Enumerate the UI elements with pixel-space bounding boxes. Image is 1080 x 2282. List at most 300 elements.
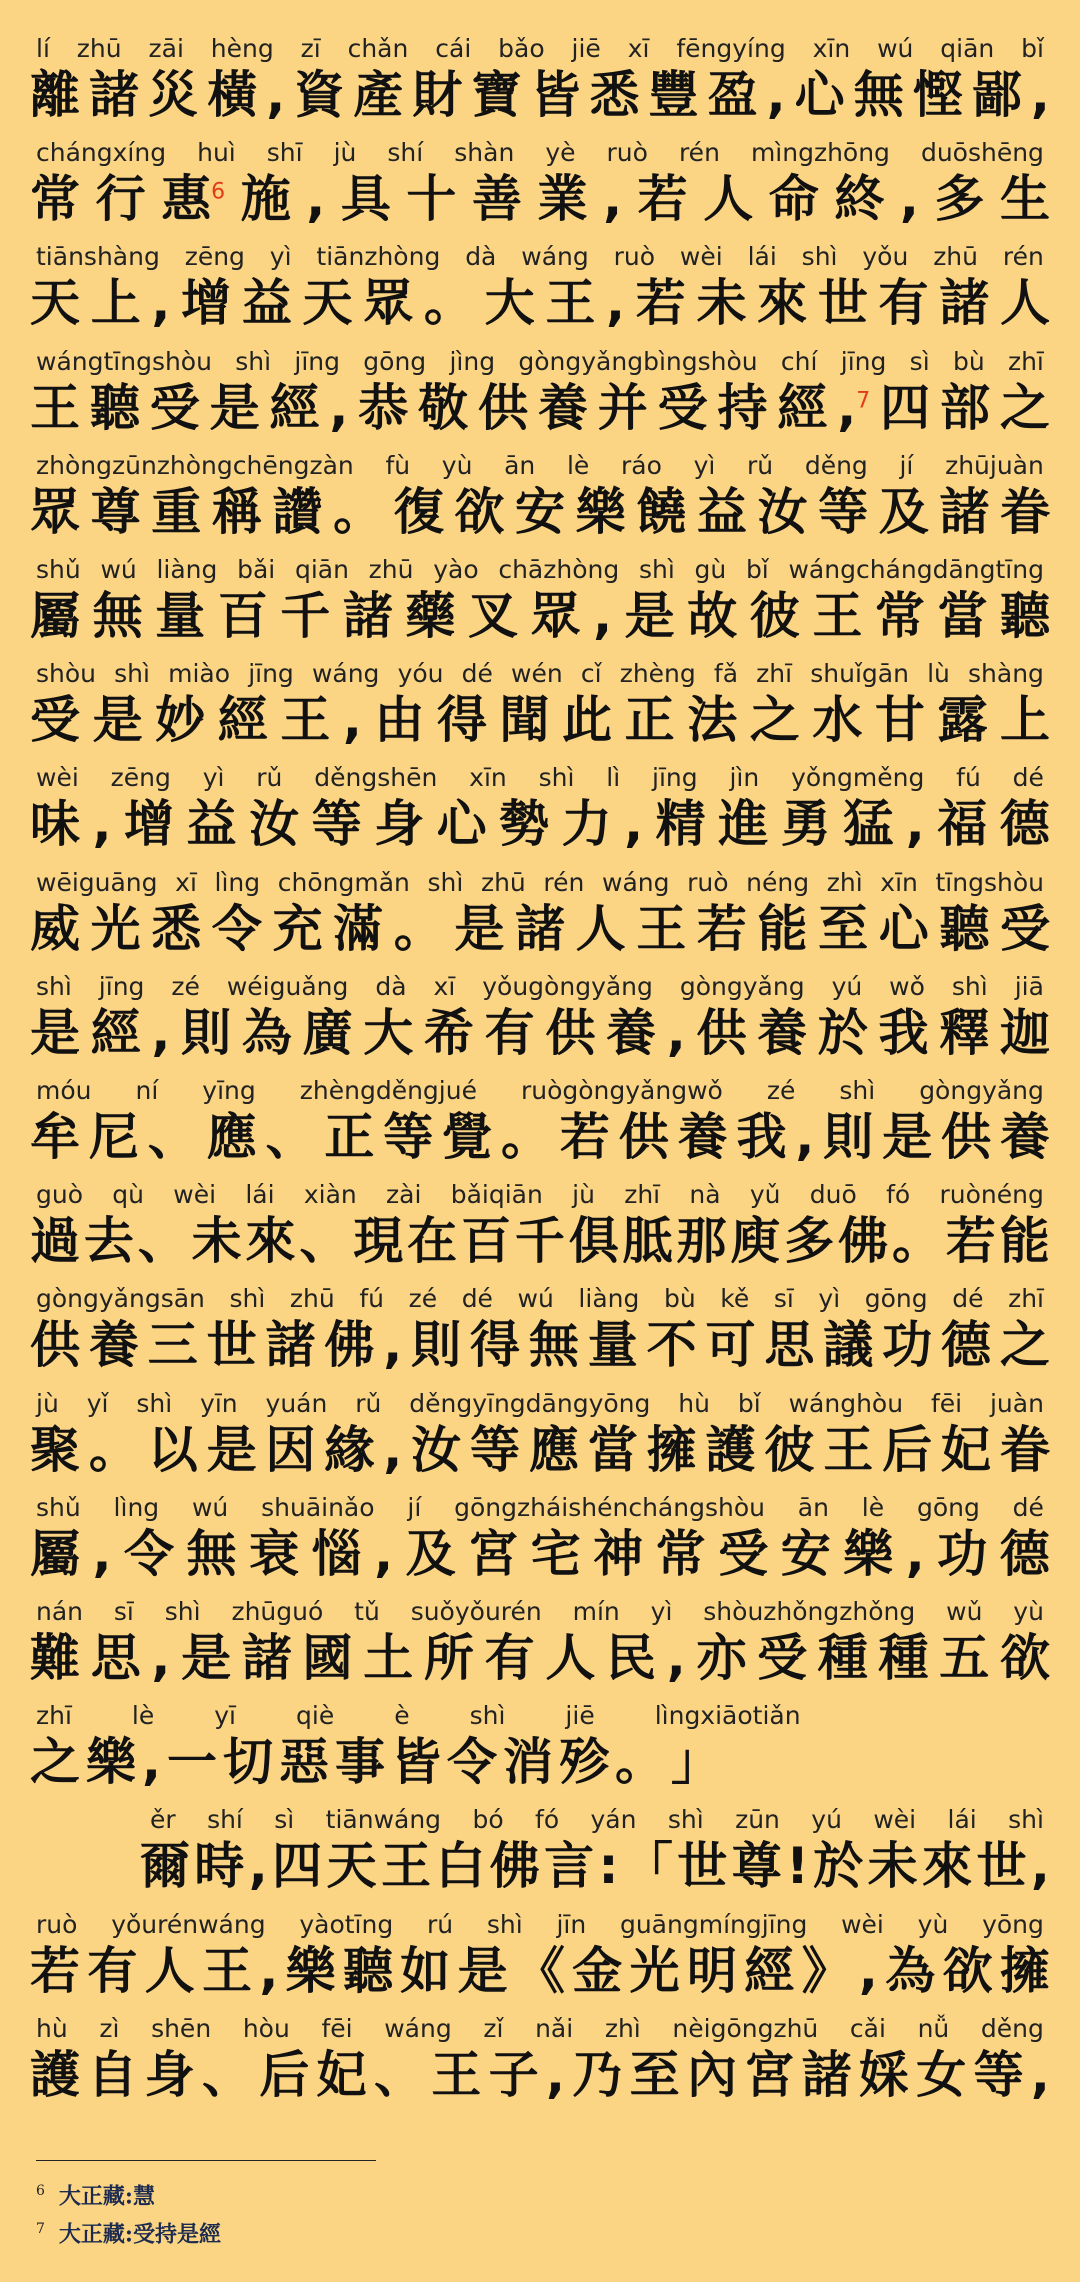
hanzi-char: , <box>606 274 626 333</box>
verse-line <box>0 649 1080 753</box>
hanzi-char: 一 <box>167 1733 223 1792</box>
pinyin-syllable: rǔ <box>747 450 774 480</box>
hanzi-char: 屬 <box>30 1524 80 1583</box>
pinyin-syllable: xiàn <box>303 1180 357 1210</box>
hanzi-char: 后 <box>259 2045 310 2104</box>
hanzi-char: 婇 <box>858 2045 909 2104</box>
hanzi-char: , <box>374 1524 394 1583</box>
hanzi-char: 神 <box>593 1524 644 1583</box>
hanzi-char: 經 <box>217 691 268 750</box>
footnote-number: 7 <box>36 2221 45 2237</box>
pinyin-syllable: wèi <box>679 242 723 272</box>
hanzi-char: 豐 <box>648 66 699 124</box>
pinyin-syllable: shǔ <box>36 1492 81 1522</box>
hanzi-char: 等 <box>383 1108 434 1166</box>
hanzi-char: 、 <box>373 2045 424 2104</box>
pinyin-syllable: gòngyǎngbìngshòu <box>518 346 758 376</box>
hanzi-char: 經 <box>269 378 320 437</box>
hanzi-char: 子 <box>488 2045 539 2104</box>
hanzi-char: 。 <box>393 899 444 958</box>
hanzi-char: , <box>666 1003 686 1062</box>
hanzi-char: 大 <box>484 274 535 333</box>
pinyin-syllable: wú <box>877 34 914 63</box>
pinyin-line <box>36 128 1044 168</box>
pinyin-syllable: zhī <box>36 1701 72 1731</box>
pinyin-syllable: shì <box>427 867 464 897</box>
hanzi-char: 聽 <box>89 378 140 437</box>
hanzi-char: 若 <box>637 170 688 229</box>
hanzi-char: 諸 <box>939 274 990 333</box>
pinyin-syllable: jīng <box>294 346 340 376</box>
hanzi-char: 、 <box>147 1108 198 1166</box>
pinyin-syllable: dà <box>465 242 497 272</box>
pinyin-syllable: hù <box>678 1388 710 1418</box>
hanzi-line <box>30 585 1050 647</box>
pinyin-syllable: dé <box>952 1284 984 1314</box>
pinyin-syllable: nǚ <box>917 2013 950 2043</box>
pinyin-syllable: néng <box>746 867 810 897</box>
pinyin-syllable: ruò <box>687 867 729 897</box>
hanzi-char: 益 <box>241 274 292 333</box>
pinyin-syllable: zhī <box>1007 346 1044 376</box>
pinyin-syllable: yì <box>818 1284 841 1314</box>
pinyin-syllable: yè <box>545 138 576 168</box>
hanzi-char: 能 <box>999 1212 1050 1271</box>
pinyin-syllable: gòngyǎngsān <box>36 1284 205 1314</box>
pinyin-syllable: lù <box>927 659 950 689</box>
pinyin-syllable: xīn <box>880 867 918 897</box>
hanzi-line <box>30 481 1050 543</box>
pinyin-syllable: zài <box>386 1180 422 1210</box>
hanzi-char: 切 <box>223 1733 279 1792</box>
hanzi-char: 及 <box>405 1524 456 1583</box>
pinyin-syllable: yōng <box>982 1909 1044 1939</box>
hanzi-char: 常 <box>30 170 80 229</box>
hanzi-char: 受 <box>757 1629 808 1687</box>
hanzi-char: 來 <box>245 1212 296 1271</box>
pinyin-syllable: guāngmíngjīng <box>619 1909 808 1939</box>
hanzi-char: 、 <box>201 2045 252 2104</box>
hanzi-char: 、 <box>299 1212 350 1271</box>
hanzi-char: 悉 <box>589 66 640 124</box>
pinyin-syllable: mín <box>572 1597 620 1626</box>
pinyin-syllable: zhèng <box>619 659 696 689</box>
hanzi-char: 」 <box>671 1733 727 1792</box>
hanzi-char: 安 <box>780 1524 831 1583</box>
hanzi-char: 所 <box>423 1629 474 1687</box>
hanzi-char: 迦 <box>999 1003 1050 1062</box>
pinyin-syllable: fó <box>535 1805 560 1835</box>
hanzi-char: 量 <box>587 1316 638 1375</box>
pinyin-syllable: zāi <box>148 34 184 63</box>
hanzi-char: 宅 <box>530 1524 581 1583</box>
hanzi-char: 聽 <box>1000 587 1050 645</box>
pinyin-syllable: zé <box>766 1076 796 1105</box>
pinyin-syllable: zhī <box>756 659 793 689</box>
pinyin-syllable: tiānwáng <box>325 1805 442 1835</box>
pinyin-syllable: shǔ <box>36 555 81 584</box>
pinyin-syllable: lìng <box>214 867 261 897</box>
hanzi-char: 世 <box>976 1837 1027 1896</box>
hanzi-line <box>30 1314 1050 1376</box>
pinyin-syllable: zēng <box>184 242 245 272</box>
pinyin-syllable: wáng <box>521 242 589 272</box>
pinyin-syllable: shì <box>839 1076 876 1105</box>
pinyin-line <box>36 858 1044 898</box>
pinyin-syllable: nǎi <box>535 2013 574 2043</box>
hanzi-char: 有 <box>484 1003 535 1062</box>
pinyin-syllable: rú <box>426 1909 454 1939</box>
pinyin-syllable: fēi <box>930 1388 963 1418</box>
hanzi-char: , <box>1030 66 1050 124</box>
hanzi-char: 無 <box>186 1524 237 1583</box>
hanzi-char: 量 <box>155 587 206 645</box>
hanzi-char: 王 <box>280 691 331 750</box>
hanzi-char: 諸 <box>89 66 140 124</box>
pinyin-syllable: chōngmǎn <box>277 867 410 897</box>
hanzi-char: 財 <box>412 66 463 124</box>
hanzi-char: 經 <box>744 1941 795 2000</box>
hanzi-char: 持 <box>717 378 768 437</box>
hanzi-char: 千 <box>280 587 331 645</box>
hanzi-char: 欲 <box>999 1629 1050 1687</box>
hanzi-char: 聞 <box>499 691 550 750</box>
pinyin-syllable: nán <box>36 1597 84 1626</box>
hanzi-char: 千 <box>514 1212 565 1271</box>
hanzi-char: 世 <box>677 1837 728 1896</box>
pinyin-line <box>36 232 1044 272</box>
pinyin-syllable: shuǐgān <box>810 659 909 689</box>
hanzi-char: 當 <box>587 1420 638 1479</box>
hanzi-char: 尊 <box>731 1837 782 1896</box>
hanzi-char: ,$^7$ <box>837 378 871 437</box>
hanzi-char: 等 <box>973 2045 1024 2104</box>
hanzi-char: , <box>795 1108 815 1166</box>
hanzi-char: 諸 <box>241 1629 292 1687</box>
pinyin-syllable: yǒu <box>862 242 909 272</box>
pinyin-syllable: rén <box>543 867 585 897</box>
verse-line <box>0 753 1080 857</box>
footnote-marker: 6 <box>211 179 226 205</box>
hanzi-char: 皆 <box>530 66 581 124</box>
hanzi-line <box>30 272 1050 334</box>
hanzi-char: 眷 <box>999 1420 1050 1479</box>
hanzi-char: 於 <box>813 1837 864 1896</box>
pinyin-syllable: wèi <box>173 1180 217 1210</box>
hanzi-char: 希 <box>423 1003 474 1062</box>
hanzi-char: 應 <box>206 1108 257 1166</box>
pinyin-syllable: yù <box>917 1909 949 1939</box>
verse-line <box>0 128 1080 232</box>
hanzi-char: 令 <box>211 899 262 958</box>
hanzi-char: 進 <box>718 795 769 854</box>
verse-line <box>0 1587 1080 1691</box>
pinyin-syllable: yǒngměng <box>791 763 925 793</box>
hanzi-char: 乃 <box>572 2045 623 2104</box>
hanzi-char: 彼 <box>749 587 800 645</box>
hanzi-char: 百 <box>217 587 268 645</box>
hanzi-char: 天 <box>302 274 353 333</box>
hanzi-char: 消 <box>503 1733 559 1792</box>
pinyin-syllable: děng <box>804 450 868 480</box>
hanzi-char: 以 <box>147 1420 198 1479</box>
pinyin-syllable: shì <box>951 971 988 1001</box>
hanzi-char: 欲 <box>454 482 505 541</box>
pinyin-syllable: bǎi <box>237 555 276 584</box>
pinyin-syllable: yào <box>433 555 479 584</box>
hanzi-char: 。 <box>88 1420 139 1479</box>
hanzi-char: 上 <box>1000 691 1050 750</box>
pinyin-syllable: fú <box>956 763 981 793</box>
hanzi-char: 若 <box>559 1108 610 1166</box>
hanzi-char: 覺 <box>442 1108 493 1166</box>
pinyin-syllable: wéiguǎng <box>226 971 349 1001</box>
pinyin-syllable: ráo <box>620 450 662 480</box>
hanzi-char: 種 <box>817 1629 868 1687</box>
hanzi-char: 慳 <box>912 66 963 124</box>
pinyin-syllable: huì <box>197 138 236 168</box>
hanzi-char: 后 <box>882 1420 933 1479</box>
hanzi-char: 眷 <box>1000 482 1050 541</box>
footnote-text: 大正藏:受持是經 <box>58 2221 222 2248</box>
hanzi-char: 王 <box>823 1420 874 1479</box>
pinyin-syllable: shì <box>469 1701 506 1731</box>
hanzi-char: , <box>383 1420 403 1479</box>
hanzi-char: 受 <box>30 691 80 750</box>
pinyin-syllable: rén <box>678 138 720 168</box>
hanzi-char: 、 <box>137 1212 188 1271</box>
hanzi-char: 此 <box>562 691 613 750</box>
hanzi-line <box>30 1627 1050 1689</box>
hanzi-char: 得 <box>436 691 487 750</box>
pinyin-syllable: bǎiqiān <box>450 1180 543 1210</box>
hanzi-char: 增 <box>181 274 232 333</box>
verse-line <box>0 1483 1080 1587</box>
pinyin-syllable: gòngyǎng <box>919 1076 1044 1105</box>
hanzi-char: 之 <box>999 1316 1050 1375</box>
hanzi-char: 緣 <box>324 1420 375 1479</box>
hanzi-char: 鄙 <box>971 66 1022 124</box>
pinyin-syllable: cái <box>435 34 472 63</box>
pinyin-syllable: wáng <box>384 2013 452 2043</box>
hanzi-char: 諸 <box>801 2045 852 2104</box>
hanzi-char: 土 <box>363 1629 414 1687</box>
pinyin-syllable: fù <box>385 450 411 480</box>
hanzi-char: 應 <box>528 1420 579 1479</box>
hanzi-char: 因 <box>265 1420 316 1479</box>
hanzi-char: 供 <box>696 1003 747 1062</box>
hanzi-char: , <box>342 691 362 750</box>
hanzi-char: 世 <box>817 274 868 333</box>
hanzi-char: 等 <box>311 795 362 854</box>
hanzi-char: 至 <box>818 899 869 958</box>
hanzi-char: 之 <box>999 378 1050 437</box>
hanzi-line <box>30 1002 1050 1064</box>
hanzi-char: 是 <box>209 378 260 437</box>
hanzi-char: , <box>259 1941 279 2000</box>
hanzi-line <box>30 64 1050 126</box>
hanzi-char: 佛 <box>489 1837 540 1896</box>
pinyin-syllable: dé <box>461 659 493 689</box>
pinyin-syllable: tiānshàng <box>36 242 160 272</box>
pinyin-syllable: liàng <box>578 1284 640 1314</box>
verse-line <box>0 1379 1080 1483</box>
pinyin-syllable: jí <box>899 450 914 480</box>
pinyin-syllable: yú <box>831 971 863 1001</box>
hanzi-char: 生 <box>1000 170 1050 229</box>
pinyin-syllable: dé <box>461 1284 493 1314</box>
pinyin-syllable: jiā <box>1014 971 1044 1001</box>
pinyin-syllable: jí <box>407 1492 422 1522</box>
pinyin-syllable: xī <box>627 34 650 63</box>
hanzi-char: 金 <box>572 1941 623 2000</box>
hanzi-char: 王 <box>431 2045 482 2104</box>
hanzi-char: 在 <box>407 1212 458 1271</box>
hanzi-char: 心 <box>878 899 929 958</box>
hanzi-char: 養 <box>999 1108 1050 1166</box>
hanzi-char: 樂 <box>86 1733 142 1792</box>
pinyin-syllable: gōngzháishénchángshòu <box>454 1492 765 1522</box>
pinyin-syllable: yù <box>441 450 473 480</box>
hanzi-line <box>30 1731 1050 1793</box>
hanzi-char: 供 <box>478 378 528 437</box>
hanzi-char: 是 <box>30 1003 80 1062</box>
hanzi-char: 來 <box>757 274 808 333</box>
pinyin-syllable: bù <box>663 1284 696 1314</box>
pinyin-syllable: miào <box>168 659 231 689</box>
hanzi-char: 力 <box>561 795 612 854</box>
pinyin-syllable: yī <box>214 1701 236 1731</box>
pinyin-syllable: jù <box>333 138 357 168</box>
pinyin-syllable: yóu <box>397 659 444 689</box>
hanzi-char: 宮 <box>468 1524 519 1583</box>
pinyin-line <box>36 1274 1044 1314</box>
pinyin-syllable: jù <box>572 1180 595 1210</box>
hanzi-char: , <box>666 1629 686 1687</box>
pinyin-syllable: bó <box>472 1805 504 1835</box>
hanzi-char: 并 <box>597 378 648 437</box>
hanzi-line <box>30 1210 1050 1272</box>
pinyin-syllable: kě <box>720 1284 750 1314</box>
hanzi-char: 經 <box>777 378 828 437</box>
pinyin-syllable: gōng <box>864 1284 928 1314</box>
hanzi-char: 若 <box>696 899 747 958</box>
pinyin-syllable: zhì <box>604 2013 641 2043</box>
pinyin-syllable: lè <box>566 450 590 480</box>
pinyin-syllable: shì <box>667 1805 704 1835</box>
pinyin-syllable: jīng <box>652 763 698 793</box>
hanzi-char: 宮 <box>744 2045 795 2104</box>
hanzi-char: 增 <box>124 795 175 854</box>
hanzi-char: 法 <box>687 691 738 750</box>
pinyin-syllable: yǒugòngyǎng <box>482 971 653 1001</box>
footnote-number: 6 <box>36 2183 45 2199</box>
pinyin-syllable: ní <box>135 1076 159 1105</box>
hanzi-char: 上 <box>90 274 141 333</box>
hanzi-char: 諸 <box>342 587 393 645</box>
pinyin-syllable: ān <box>797 1492 829 1522</box>
pinyin-syllable: zī <box>300 34 321 63</box>
pinyin-syllable: yàotīng <box>299 1909 394 1939</box>
pinyin-syllable: zhū <box>289 1284 335 1314</box>
pinyin-syllable: wú <box>191 1492 229 1522</box>
pinyin-syllable: shì <box>1008 1805 1044 1835</box>
pinyin-syllable: shàn <box>454 138 515 168</box>
hanzi-char: 。 <box>333 482 384 541</box>
pinyin-syllable: yù <box>1013 1597 1044 1626</box>
hanzi-char: 得 <box>470 1316 520 1375</box>
verse-line <box>0 858 1080 962</box>
hanzi-char: 養 <box>88 1316 139 1375</box>
hanzi-char: 佛 <box>838 1212 889 1271</box>
pinyin-syllable: wánghòu <box>788 1388 904 1418</box>
pinyin-syllable: cǎi <box>849 2013 886 2043</box>
hanzi-char: 敬 <box>418 378 469 437</box>
pinyin-syllable: yán <box>590 1805 637 1835</box>
hanzi-char: 天 <box>326 1837 377 1896</box>
hanzi-char: 思 <box>90 1629 141 1687</box>
footnotes <box>36 2172 636 2248</box>
hanzi-char: 擁 <box>999 1941 1050 2000</box>
hanzi-char: 眾 <box>30 482 80 541</box>
hanzi-char: 聽 <box>939 899 990 958</box>
footnote-text: 大正藏:慧 <box>58 2183 156 2210</box>
pinyin-syllable: bǐ <box>745 555 769 584</box>
hanzi-char: 思 <box>764 1316 815 1375</box>
pinyin-line <box>36 1170 1044 1210</box>
pinyin-syllable: lìng <box>113 1492 160 1522</box>
pinyin-syllable: yīn <box>200 1388 238 1418</box>
hanzi-char: 令 <box>124 1524 175 1583</box>
pinyin-syllable: suǒyǒurén <box>410 1597 542 1626</box>
pinyin-syllable: yuán <box>265 1388 328 1418</box>
hanzi-char: 庾 <box>730 1212 781 1271</box>
hanzi-char: 是 <box>454 899 505 958</box>
hanzi-char: 惠$^6$ <box>161 170 226 229</box>
footnote-divider <box>36 2160 376 2161</box>
pinyin-syllable: ān <box>504 450 536 480</box>
hanzi-char: 皆 <box>391 1733 447 1792</box>
hanzi-char: 我 <box>878 1003 929 1062</box>
hanzi-char: 。 <box>892 1212 942 1271</box>
pinyin-syllable: yì <box>202 763 225 793</box>
hanzi-char: 王 <box>30 378 80 437</box>
hanzi-line <box>30 793 1050 855</box>
pinyin-syllable: bù <box>952 346 985 376</box>
hanzi-char: 白 <box>435 1837 486 1896</box>
pinyin-line <box>36 1900 1044 1940</box>
hanzi-char: 未 <box>696 274 747 333</box>
hanzi-char: 有 <box>484 1629 535 1687</box>
hanzi-char: 事 <box>335 1733 391 1792</box>
hanzi-char: 恭 <box>358 378 409 437</box>
hanzi-char: 人 <box>144 1941 195 2000</box>
hanzi-char: 佛 <box>324 1316 375 1375</box>
hanzi-char: , <box>545 2045 565 2104</box>
hanzi-char: 十 <box>406 170 457 229</box>
pinyin-syllable: qiè <box>296 1701 335 1731</box>
pinyin-syllable: è <box>394 1701 410 1731</box>
pinyin-syllable: zhī <box>1008 1284 1044 1314</box>
verse-line <box>0 545 1080 649</box>
pinyin-syllable: bǐ <box>737 1388 761 1418</box>
pinyin-syllable: wén <box>511 659 563 689</box>
hanzi-char: 則 <box>181 1003 232 1062</box>
hanzi-char: 德 <box>999 795 1050 854</box>
pinyin-syllable: wǔ <box>946 1597 983 1626</box>
hanzi-char: 大 <box>363 1003 414 1062</box>
hanzi-char: 無 <box>92 587 143 645</box>
